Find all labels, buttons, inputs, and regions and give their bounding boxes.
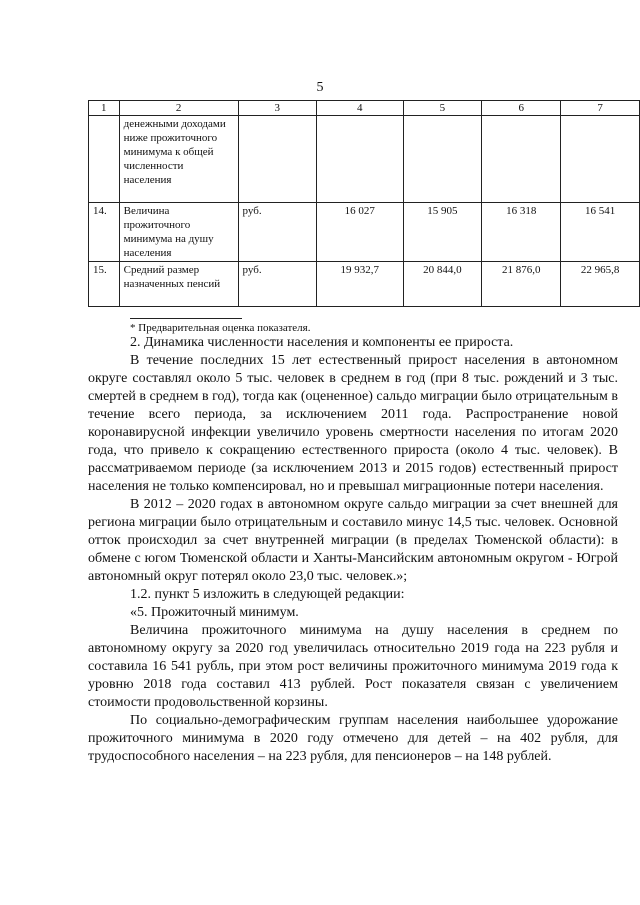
value-cell: 16 318 [482, 203, 561, 262]
table-header-cell: 3 [238, 101, 317, 116]
table-header-cell: 6 [482, 101, 561, 116]
unit-cell: руб. [238, 203, 317, 262]
table-header-cell: 2 [119, 101, 238, 116]
table-header-row [89, 101, 640, 116]
footnote: * Предварительная оценка показателя. [130, 322, 311, 334]
table-row [89, 262, 640, 307]
indicators-table [88, 100, 640, 307]
row-number [89, 116, 120, 203]
value-cell: 15 905 [403, 203, 482, 262]
value-cell: 20 844,0 [403, 262, 482, 307]
paragraph: «5. Прожиточный минимум. [130, 605, 299, 620]
table-header-cell: 7 [561, 101, 640, 116]
paragraph: В 2012 – 2020 годах в автономном округе сальдо миграции за счет внешней для региона миграции было отрицательным и составило минус 14,5 тыс. человек. Основной отток происходил за счет внутренней миграции (в пределах Тюменской области): в обмене с югом Тюменской области и Ханты-Мансийским автономным округом - Югрой автономный округ потерял около 23,0 тыс. человек.»; [88, 497, 618, 584]
paragraph: 2. Динамика численности населения и компоненты ее прироста. [130, 335, 514, 350]
value-cell [317, 116, 403, 203]
value-cell: 22 965,8 [561, 262, 640, 307]
value-cell: 16 027 [317, 203, 403, 262]
table-row [89, 116, 640, 203]
footnote-divider [130, 318, 242, 319]
document-body [88, 334, 618, 766]
paragraph: Величина прожиточного минимума на душу населения в среднем по автономному округу за 2020 год увеличилась относительно 2019 года на 223 рубля и составила 16 541 рубль, при этом рост величины прожиточного минимума 2019 года к уровню 2018 года составил 413 рублей. Рост показателя связан с увеличением стоимости продовольственной корзины. [88, 623, 618, 710]
value-cell [403, 116, 482, 203]
paragraph: В течение последних 15 лет естественный прирост населения в автономном округе составлял около 5 тыс. человек в среднем в год (при 8 тыс. рождений и 3 тыс. смертей в среднем в год), тогда как (оцененное) сальдо миграции было отрицательным в течение всего периода, за исключением 2011 года. Распространение новой коронавирусной инфекции увеличило уровень смертности населения по итогам 2020 года, что привело к сокращению естественного прироста (около 4 тыс. человек). В рассматриваемом периоде (за исключением 2013 и 2015 годов) естественный прирост населения не только компенсировал, но и превышал миграционные потери населения. [88, 353, 618, 494]
value-cell [561, 116, 640, 203]
indicator-name: Средний размер назначенных пенсий [119, 262, 238, 307]
value-cell [482, 116, 561, 203]
indicator-name: Величина прожиточного минимума на душу населения [119, 203, 238, 262]
row-number: 14. [89, 203, 120, 262]
table-header-cell: 4 [317, 101, 403, 116]
row-number: 15. [89, 262, 120, 307]
table-row [89, 203, 640, 262]
paragraph: 1.2. пункт 5 изложить в следующей редакции: [130, 587, 405, 602]
page-number: 5 [316, 80, 324, 95]
table-header-cell: 1 [89, 101, 120, 116]
indicator-name: денежными доходами ниже прожиточного минимума к общей численности населения [119, 116, 238, 203]
value-cell: 16 541 [561, 203, 640, 262]
table-header-cell: 5 [403, 101, 482, 116]
unit-cell: руб. [238, 262, 317, 307]
value-cell: 21 876,0 [482, 262, 561, 307]
value-cell: 19 932,7 [317, 262, 403, 307]
unit-cell [238, 116, 317, 203]
paragraph: По социально-демографическим группам населения наибольшее удорожание прожиточного минимума в 2020 году отмечено для детей – на 402 рубля, для трудоспособного населения – на 223 рубля, для пенсионеров – на 148 рублей. [88, 713, 618, 764]
